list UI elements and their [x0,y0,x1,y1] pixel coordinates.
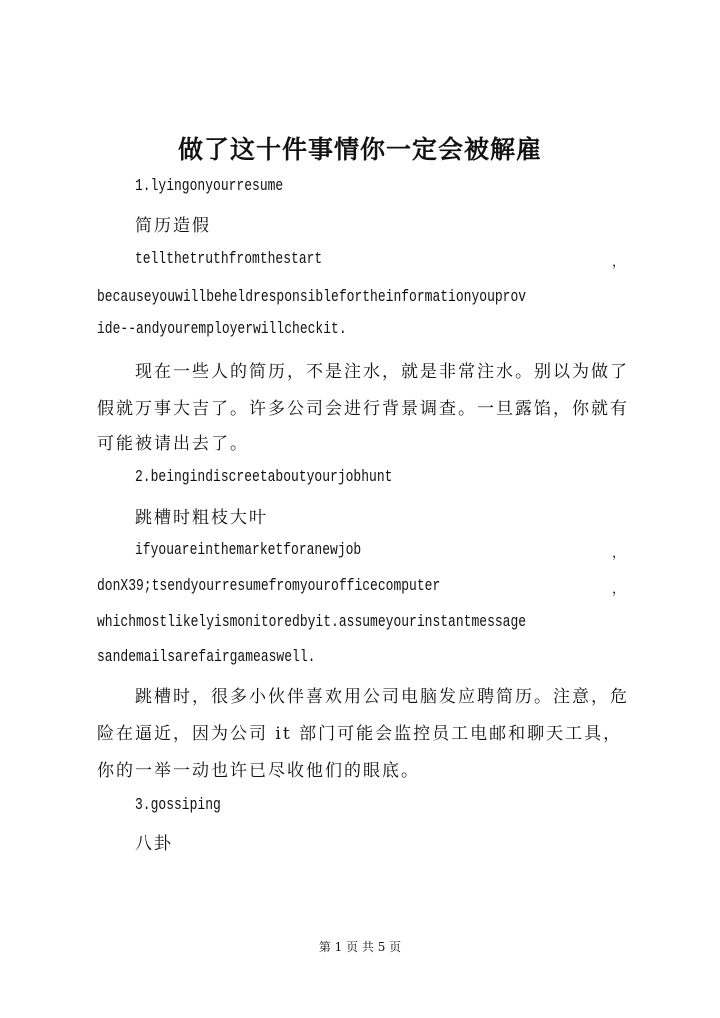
paragraph-line: whichmostlikelyismonitoredbyit.assumeyourinstantmessage [97,611,527,632]
page-footer: 第 1 页 共 5 页 [318,940,402,954]
heading-3-zh: 八卦 [135,834,173,854]
paragraph-line: 假就万事大吉了。许多公司会进行背景调查。一旦露馅，你就有 [97,399,629,419]
paragraph-line: 险在逼近，因为公司 it 部门可能会监控员工电邮和聊天工具， [97,724,623,744]
paragraph-line: sandemailsarefairgameaswell. [97,646,316,667]
paragraph-line: 跳槽时，很多小伙伴喜欢用公司电脑发应聘简历。注意，危 [135,687,629,707]
paragraph-line: 可能被请出去了。 [97,434,249,454]
paragraph-line: ide--andyouremployerwillcheckit. [97,318,347,339]
heading-2: 2.beingindiscreetaboutyourjobhunt [135,466,393,487]
paragraph-line: ifyouareinthemarketforanewjob [135,539,362,560]
document-title: 做了这十件事情你一定会被解雇 [177,135,542,164]
comma: ， [612,255,626,270]
paragraph-line: donX39;tsendyourresumefromyourofficecomputer [97,575,441,596]
comma: ， [612,582,626,597]
heading-3: 3.gossiping [135,794,221,815]
heading-2-zh: 跳槽时粗枝大叶 [135,508,268,528]
paragraph-line: tellthetruthfromthestart [135,248,323,269]
paragraph-line: becauseyouwillbeheldresponsiblefortheinformationyouprov [97,286,527,307]
heading-1: 1.lyingonyourresume [135,175,284,196]
comma: ， [612,546,626,561]
paragraph-line: 你的一举一动也许已尽收他们的眼底。 [97,761,420,781]
heading-1-zh: 简历造假 [135,216,211,236]
paragraph-line: 现在一些人的简历，不是注水，就是非常注水。别以为做了 [135,362,629,382]
